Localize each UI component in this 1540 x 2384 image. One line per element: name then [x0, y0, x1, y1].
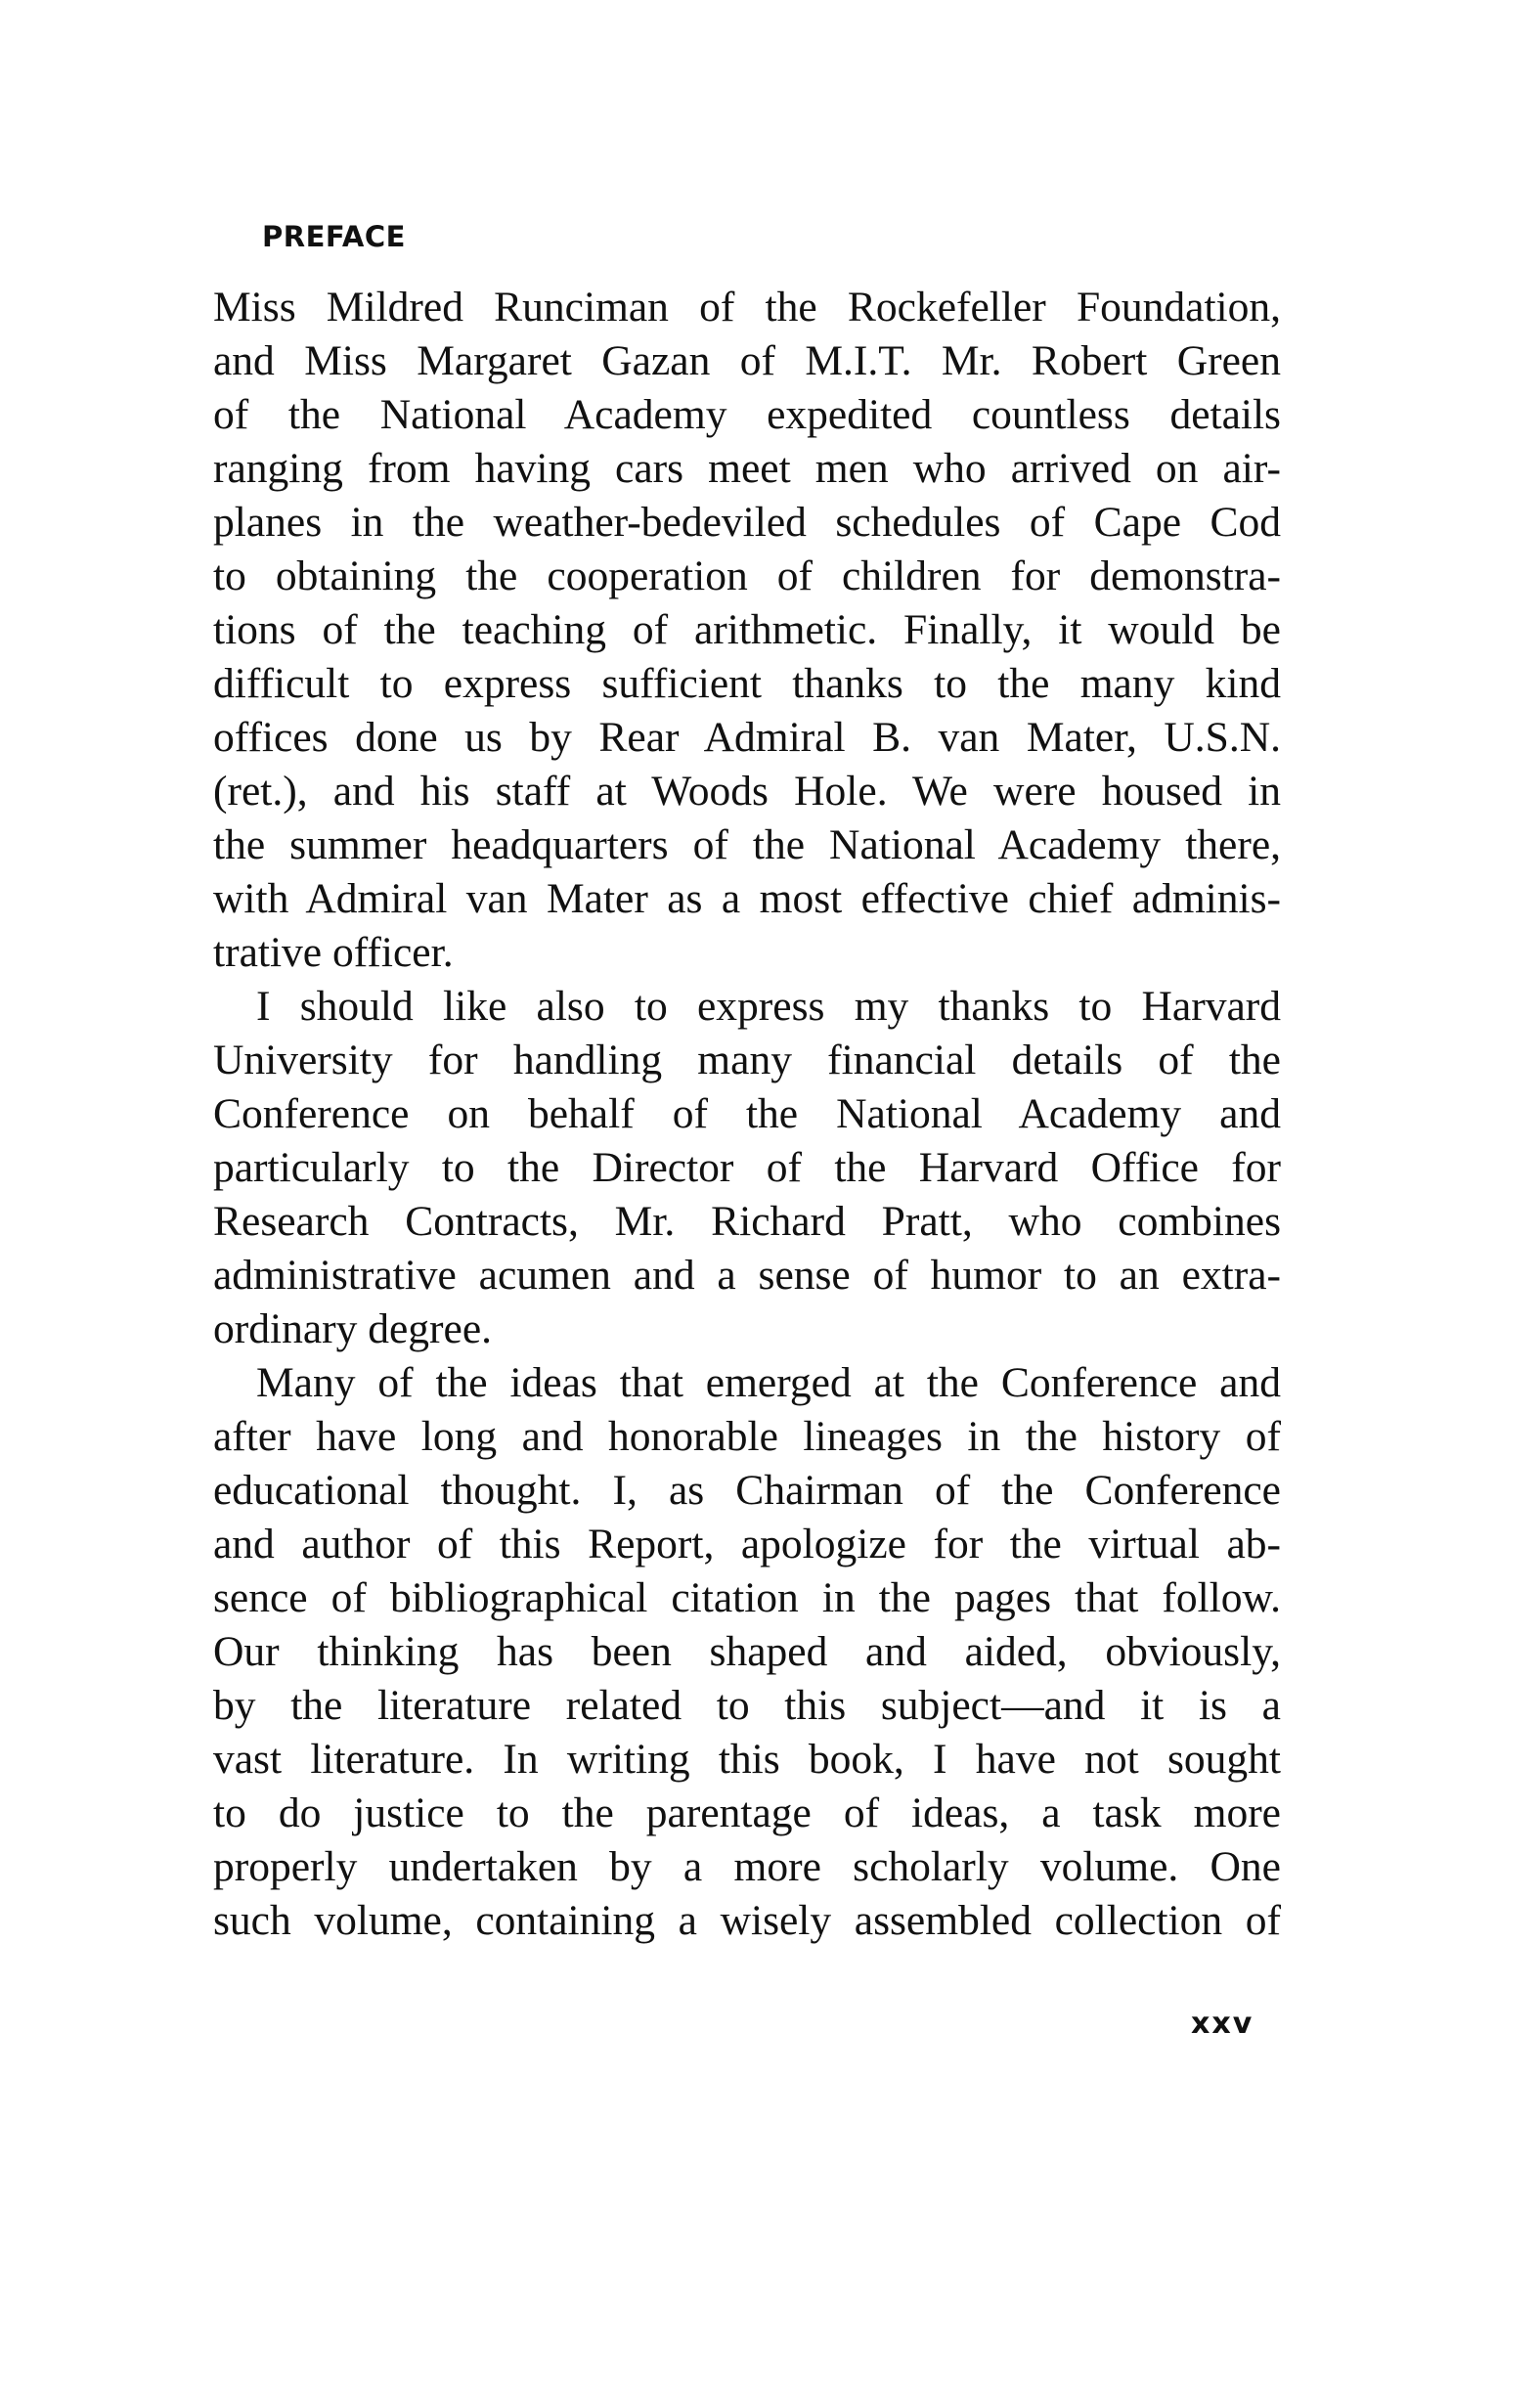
text-line: Miss Mildred Runciman of the Rockefeller Foundation, — [213, 284, 1281, 331]
text-line: such volume, containing a wisely assembled collection of — [213, 1897, 1281, 1944]
text-line: offices done us by Rear Admiral B. van Mater, U.S.N. — [213, 714, 1281, 761]
text-line: ordinary degree. — [213, 1305, 493, 1352]
text-line: particularly to the Director of the Harvard Office for — [213, 1144, 1281, 1191]
text-line: and author of this Report, apologize for the virtual ab- — [213, 1521, 1281, 1567]
text-line: University for handling many financial details of the — [213, 1037, 1281, 1083]
text-line: tions of the teaching of arithmetic. Finally, it would be — [213, 606, 1281, 653]
text-line: to obtaining the cooperation of children for demonstra- — [213, 552, 1281, 599]
running-head: PREFACE — [262, 220, 406, 253]
text-line: with Admiral van Mater as a most effective chief adminis- — [213, 875, 1281, 922]
text-line: (ret.), and his staff at Woods Hole. We were housed in — [213, 768, 1281, 815]
text-line: properly undertaken by a more scholarly volume. One — [213, 1843, 1281, 1890]
body-text — [213, 281, 1281, 1948]
text-line: ranging from having cars meet men who arrived on air- — [213, 445, 1281, 492]
text-line: vast literature. In writing this book, I have not sought — [213, 1736, 1281, 1783]
text-line: by the literature related to this subject—and it is a — [213, 1682, 1281, 1729]
text-line: administrative acumen and a sense of humor to an extra- — [213, 1252, 1281, 1299]
page-number: xxv — [1191, 2007, 1254, 2041]
text-line: trative officer. — [213, 929, 454, 976]
text-line: Our thinking has been shaped and aided, obviously, — [213, 1628, 1281, 1675]
text-line: Conference on behalf of the National Academy and — [213, 1090, 1281, 1137]
paragraph — [213, 980, 1281, 1356]
text-line: of the National Academy expedited countless details — [213, 391, 1281, 438]
text-line: and Miss Margaret Gazan of M.I.T. Mr. Robert Green — [213, 337, 1281, 384]
text-line: sence of bibliographical citation in the pages that follow. — [213, 1574, 1281, 1621]
text-line: to do justice to the parentage of ideas, a task more — [213, 1789, 1281, 1836]
paragraph — [213, 281, 1281, 980]
text-line: difficult to express sufficient thanks to the many kind — [213, 660, 1281, 707]
paragraph — [213, 1356, 1281, 1948]
text-line: Many of the ideas that emerged at the Conference and — [256, 1359, 1281, 1406]
text-line: I should like also to express my thanks to Harvard — [256, 983, 1281, 1030]
text-line: after have long and honorable lineages in the history of — [213, 1413, 1281, 1460]
text-line: educational thought. I, as Chairman of the Conference — [213, 1467, 1281, 1514]
text-line: the summer headquarters of the National Academy there, — [213, 821, 1281, 868]
text-line: Research Contracts, Mr. Richard Pratt, who combines — [213, 1198, 1281, 1245]
text-line: planes in the weather-bedeviled schedules of Cape Cod — [213, 499, 1281, 546]
